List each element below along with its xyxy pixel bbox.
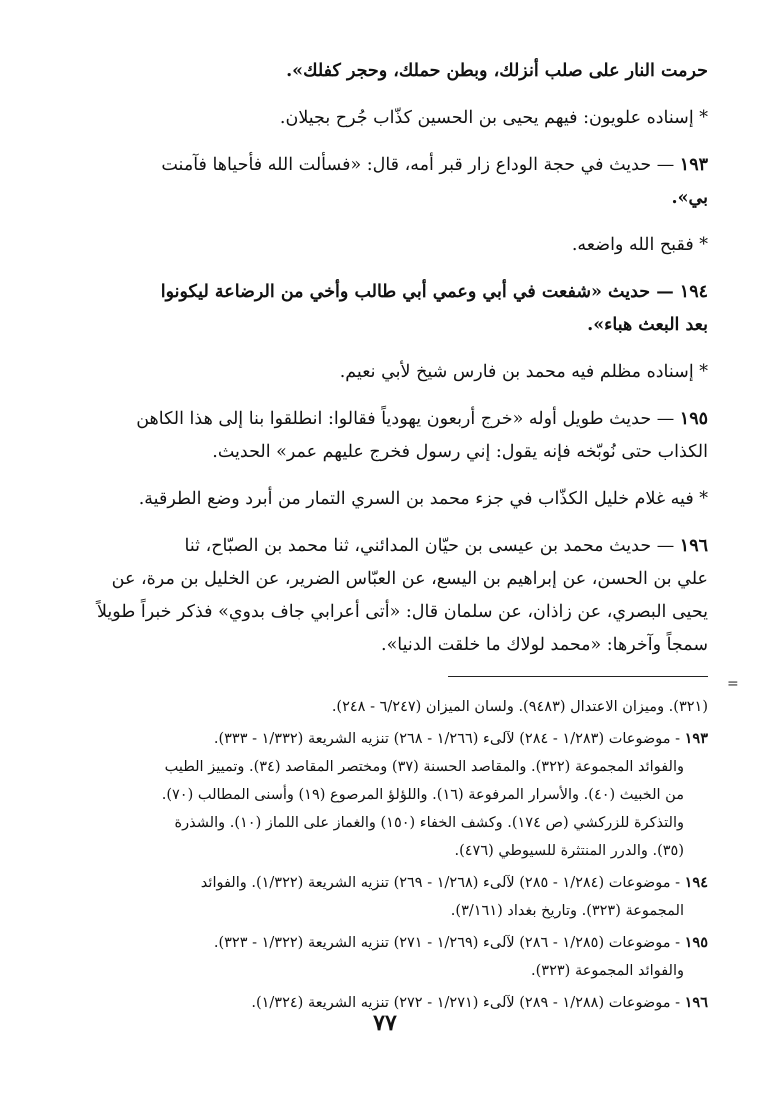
- hadith-number: ١٩٣: [679, 155, 708, 175]
- margin-mark: =: [727, 676, 739, 692]
- footnote-line: من الخبيث (٤٠). والأسرار المرفوعة (١٦). واللؤلؤ المرصوع (١٩) وأسنى المطالب (٧٠).: [161, 787, 684, 803]
- hadith-196: [95, 530, 708, 563]
- text-line: * إسناده مظلم فيه محمد بن فارس شيخ لأبي نعيم.: [339, 362, 708, 382]
- footnote-line: والفوائد المجموعة (٣٢٣).: [531, 963, 684, 979]
- footnote-line: (٣٢١). وميزان الاعتدال (٩٤٨٣). ولسان الميزان (٦/٢٤٧ - ٢٤٨).: [331, 699, 708, 715]
- footnote-195: [95, 929, 708, 957]
- footnote-193: [95, 725, 708, 753]
- text-line: يحيى البصري، عن زاذان، عن سلمان قال: «أتى أعرابي جاف بدوي» فذكر خبراً طويلاً: [96, 602, 708, 622]
- footnote-194: [95, 869, 708, 897]
- text-line: * فيه غلام خليل الكذّاب في جزء محمد بن السري التمار من أبرد وضع الطرقية.: [138, 489, 708, 509]
- footnote-number: ١٩٥: [684, 934, 708, 951]
- text-line: الكذاب حتى نُوبّخه فإنه يقول: إني رسول فخرج عليهم عمر» الحديث.: [212, 442, 708, 462]
- footnote-line: - موضوعات (١/٢٨٥ - ٢٨٦) لآلىء (١/٢٦٩ - ٢٧١) تنزيه الشريعة (١/٣٢٢ - ٣٢٣).: [213, 935, 681, 951]
- footnote-divider: [448, 676, 708, 677]
- text-line: — حديث طويل أوله «خرج أربعون يهودياً فقالوا: انطلقوا بنا إلى هذا الكاهن: [136, 409, 675, 429]
- footnote-line: - موضوعات (١/٢٨٨ - ٢٨٩) لآلىء (١/٢٧١ - ٢٧٢) تنزيه الشريعة (١/٣٢٤).: [251, 995, 681, 1011]
- text-line: * فقبح الله واضعه.: [571, 235, 708, 255]
- hadith-number: ١٩٥: [679, 409, 708, 429]
- text-line: علي بن الحسن، عن إبراهيم بن اليسع، عن العبّاس الضرير، عن الخليل بن مرة، عن: [111, 569, 708, 589]
- footnote-line: - موضوعات (١/٢٨٤ - ٢٨٥) لآلىء (١/٢٦٨ - ٢٦٩) تنزيه الشريعة (١/٣٢٢). والفوائد: [200, 875, 681, 891]
- footnote-line: والتذكرة للزركشي (ص ١٧٤). وكشف الخفاء (١٥٠) والغماز على اللماز (١٠). والشذرة: [174, 815, 684, 831]
- text-line: حرمت النار على صلب أنزلك، وبطن حملك، وحجر كفلك».: [286, 61, 708, 81]
- text-line: سمجاً وآخرها: «محمد لولاك ما خلقت الدنيا».: [381, 635, 708, 655]
- footnote-line: (٣٥). والدرر المنتثرة للسيوطي (٤٧٦).: [454, 843, 684, 859]
- page-number: ٧٧: [373, 1010, 397, 1036]
- page-content: [95, 55, 708, 1017]
- hadith-number: ١٩٦: [679, 536, 708, 556]
- text-line: — حديث محمد بن عيسى بن حيّان المدائني، ثنا محمد بن الصبّاح، ثنا: [184, 536, 675, 556]
- hadith-195: [95, 403, 708, 436]
- hadith-number: ١٩٤: [679, 282, 708, 302]
- text-line: — حديث «شفعت في أبي وعمي أبي طالب وأخي من الرضاعة ليكونوا: [160, 282, 674, 302]
- footnote-line: - موضوعات (١/٢٨٣ - ٢٨٤) لآلىء (١/٢٦٦ - ٢٦٨) تنزيه الشريعة (١/٣٣٢ - ٣٣٣).: [213, 731, 681, 747]
- text-line: * إسناده علويون: فيهم يحيى بن الحسين كذّاب جُرح بجيلان.: [279, 108, 708, 128]
- hadith-193: [95, 149, 708, 182]
- footnote-number: ١٩٣: [684, 730, 708, 747]
- hadith-194: [95, 276, 708, 309]
- footnote-number: ١٩٦: [684, 994, 708, 1011]
- text-line: بي».: [671, 188, 708, 208]
- footnote-line: المجموعة (٣٢٣). وتاريخ بغداد (٣/١٦١).: [450, 903, 684, 919]
- text-line: بعد البعث هباء».: [587, 315, 708, 335]
- footnote-number: ١٩٤: [684, 874, 708, 891]
- footnote-line: والفوائد المجموعة (٣٢٢). والمقاصد الحسنة (٣٧) ومختصر المقاصد (٣٤). وتمييز الطيب: [164, 759, 684, 775]
- text-line: — حديث في حجة الوداع زار قبر أمه، قال: «فسألت الله فأحياها فآمنت: [161, 155, 675, 175]
